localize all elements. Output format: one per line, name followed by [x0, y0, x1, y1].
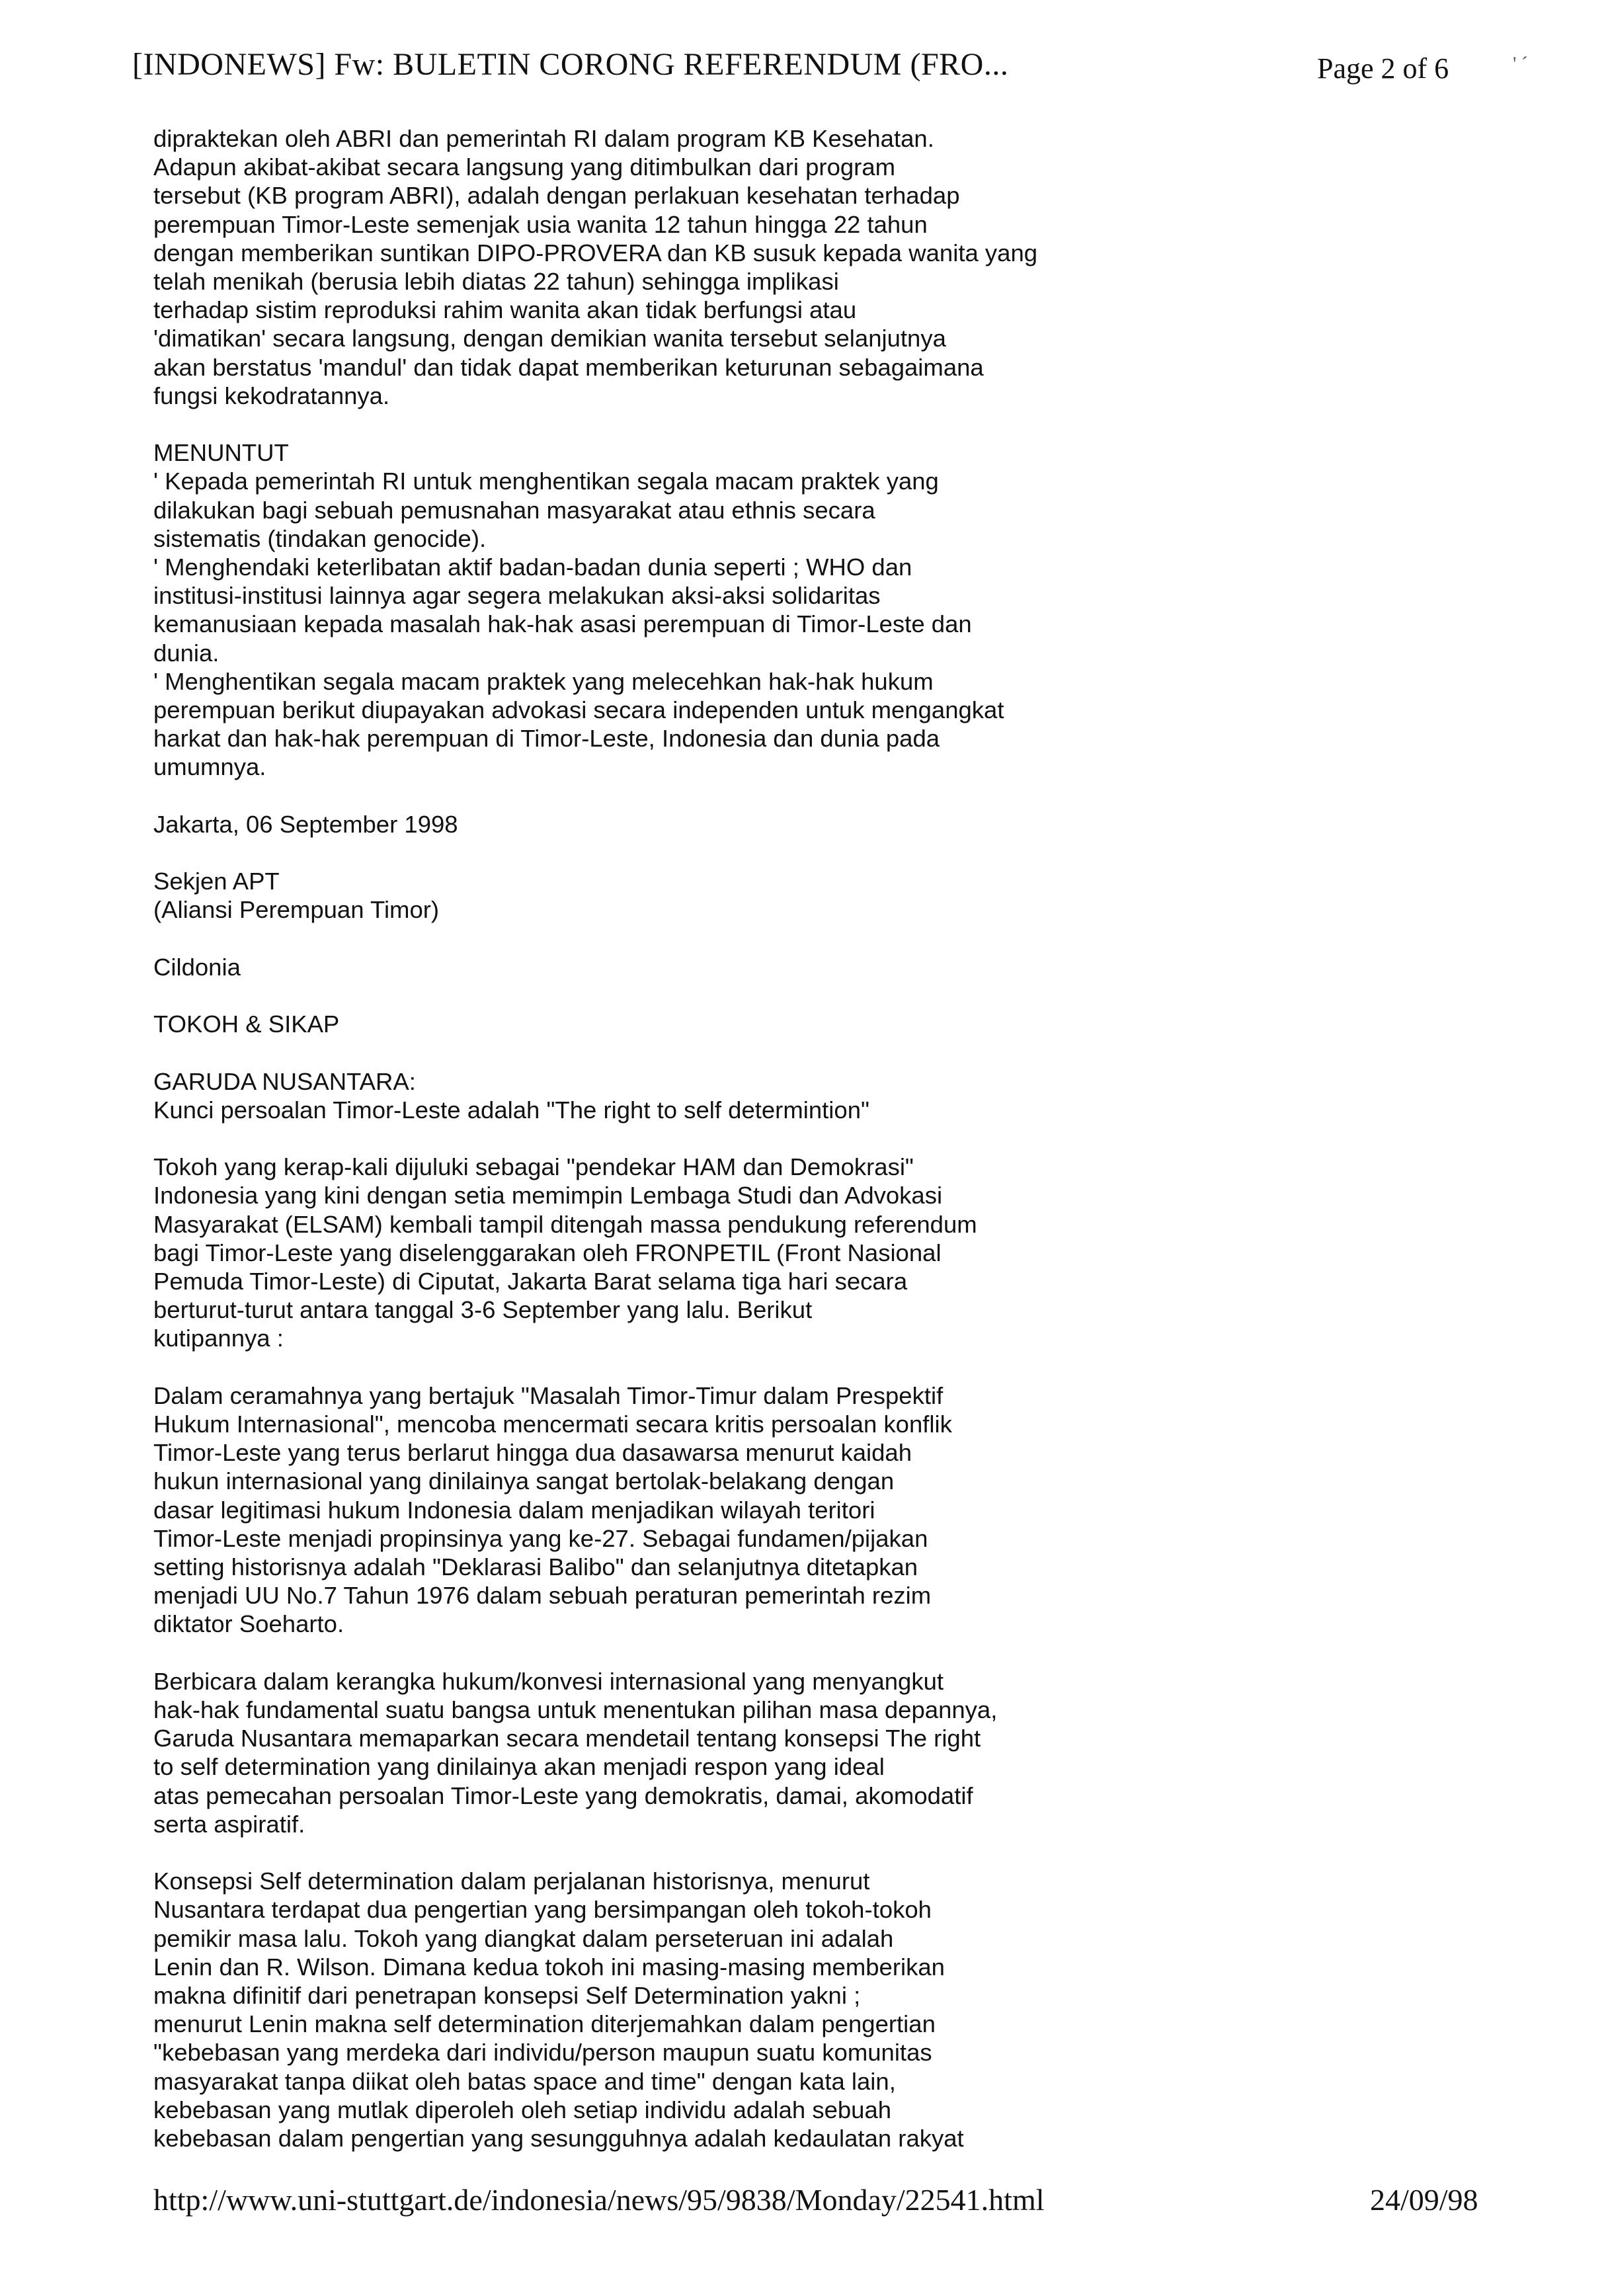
text-line: harkat dan hak-hak perempuan di Timor-Leste, Indonesia dan dunia pada [153, 725, 940, 753]
document-title: [INDONEWS] Fw: BULETIN CORONG REFERENDUM (FRO... [132, 47, 1009, 82]
text-line: telah menikah (berusia lebih diatas 22 tahun) sehingga implikasi [153, 268, 839, 296]
paragraph [153, 953, 1410, 981]
text-line: 'dimatikan' secara langsung, dengan demikian wanita tersebut selanjutnya [153, 325, 946, 352]
text-line: ' Menghentikan segala macam praktek yang melecehkan hak-hak hukum [153, 667, 934, 695]
text-line: Nusantara terdapat dua pengertian yang bersimpangan oleh tokoh-tokoh [153, 1896, 932, 1924]
text-line: to self determination yang dinilainya akan menjadi respon yang ideal [153, 1753, 885, 1781]
text-line: hukun internasional yang dinilainya sangat bertolak-belakang dengan [153, 1467, 895, 1495]
paragraph [153, 124, 1410, 410]
paragraph [153, 1067, 1410, 1124]
text-line: perempuan berikut diupayakan advokasi secara independen untuk mengangkat [153, 696, 1004, 724]
text-line: atas pemecahan persoalan Timor-Leste yang demokratis, damai, akomodatif [153, 1782, 973, 1809]
text-line: Lenin dan R. Wilson. Dimana kedua tokoh ini masing-masing memberikan [153, 1953, 945, 1981]
text-line: Adapun akibat-akibat secara langsung yang ditimbulkan dari program [153, 153, 896, 181]
text-line: dilakukan bagi sebuah pemusnahan masyarakat atau ethnis secara [153, 496, 875, 524]
text-line: bagi Timor-Leste yang diselenggarakan oleh FRONPETIL (Front Nasional [153, 1239, 942, 1266]
paragraph [153, 1667, 1410, 1838]
page-number: Page 2 of 6 [1317, 52, 1449, 85]
text-line: MENUNTUT [153, 439, 289, 467]
text-line: institusi-institusi lainnya agar segera melakukan aksi-aksi solidaritas [153, 582, 881, 610]
text-line: Cildonia [153, 953, 241, 981]
text-line: Timor-Leste yang terus berlarut hingga dua dasawarsa menurut kaidah [153, 1439, 912, 1467]
text-line: (Aliansi Perempuan Timor) [153, 896, 440, 924]
paragraph [153, 1867, 1410, 2152]
text-line: Dalam ceramahnya yang bertajuk "Masalah Timor-Timur dalam Prespektif [153, 1381, 944, 1409]
text-line: Tokoh yang kerap-kali dijuluki sebagai "pendekar HAM dan Demokrasi" [153, 1153, 914, 1181]
text-line: umumnya. [153, 753, 266, 781]
paragraph [153, 1153, 1410, 1352]
text-line: Masyarakat (ELSAM) kembali tampil ditengah massa pendukung referendum [153, 1210, 977, 1238]
paragraph [153, 1381, 1410, 1639]
text-line: ' Menghendaki keterlibatan aktif badan-badan dunia seperti ; WHO dan [153, 554, 912, 581]
text-line: Berbicara dalam kerangka hukum/konvesi internasional yang menyangkut [153, 1667, 944, 1695]
text-line: menjadi UU No.7 Tahun 1976 dalam sebuah peraturan pemerintah rezim [153, 1582, 932, 1610]
paragraph [153, 438, 1410, 781]
text-line: Konsepsi Self determination dalam perjalanan historisnya, menurut [153, 1867, 870, 1895]
text-line: serta aspiratif. [153, 1810, 305, 1838]
text-line: dipraktekan oleh ABRI dan pemerintah RI dalam program KB Kesehatan. [153, 125, 934, 152]
text-line: masyarakat tanpa diikat oleh batas space and time" dengan kata lain, [153, 2067, 896, 2095]
text-line: dengan memberikan suntikan DIPO-PROVERA dan KB susuk kepada wanita yang [153, 239, 1038, 266]
paragraph [153, 867, 1410, 924]
text-line: tersebut (KB program ABRI), adalah dengan perlakuan kesehatan terhadap [153, 182, 960, 210]
text-line: akan berstatus 'mandul' dan tidak dapat memberikan keturunan sebagaimana [153, 353, 984, 381]
text-line: Indonesia yang kini dengan setia memimpin Lembaga Studi dan Advokasi [153, 1182, 943, 1210]
text-line: Jakarta, 06 September 1998 [153, 810, 458, 838]
text-line: Sekjen APT [153, 868, 280, 895]
footer-date: 24/09/98 [1370, 2183, 1478, 2217]
text-line: kebebasan yang mutlak diperoleh oleh setiap individu adalah sebuah [153, 2096, 892, 2123]
text-line: Garuda Nusantara memaparkan secara mendetail tentang konsepsi The right [153, 1725, 981, 1752]
text-line: dunia. [153, 639, 220, 667]
scan-artifact-marks: ' ˊ [1513, 53, 1528, 75]
text-line: "kebebasan yang merdeka dari individu/person maupun suatu komunitas [153, 2039, 932, 2067]
text-line: GARUDA NUSANTARA: [153, 1067, 416, 1095]
text-line: Hukum Internasional", mencoba mencermati secara kritis persoalan konflik [153, 1411, 952, 1438]
text-line: diktator Soeharto. [153, 1610, 344, 1638]
text-line: Kunci persoalan Timor-Leste adalah "The right to self determintion" [153, 1096, 869, 1124]
text-line: makna difinitif dari penetrapan konsepsi Self Determination yakni ; [153, 1982, 861, 2010]
text-line: kutipannya : [153, 1325, 284, 1352]
text-line: terhadap sistim reproduksi rahim wanita akan tidak berfungsi atau [153, 296, 857, 324]
text-line: perempuan Timor-Leste semenjak usia wanita 12 tahun hingga 22 tahun [153, 210, 928, 238]
text-line: setting historisnya adalah "Deklarasi Balibo" dan selanjutnya ditetapkan [153, 1553, 918, 1581]
text-line: ' Kepada pemerintah RI untuk menghentikan segala macam praktek yang [153, 468, 939, 495]
text-line: Timor-Leste menjadi propinsinya yang ke-27. Sebagai fundamen/pijakan [153, 1524, 928, 1552]
text-line: Pemuda Timor-Leste) di Ciputat, Jakarta Barat selama tiga hari secara [153, 1268, 908, 1295]
text-line: fungsi kekodratannya. [153, 382, 390, 409]
footer-url: http://www.uni-stuttgart.de/indonesia/news/95/9838/Monday/22541.html [153, 2183, 1045, 2217]
text-line: kebebasan dalam pengertian yang sesungguhnya adalah kedaulatan rakyat [153, 2125, 964, 2152]
paragraph [153, 810, 1410, 839]
text-line: TOKOH & SIKAP [153, 1010, 340, 1038]
text-line: dasar legitimasi hukum Indonesia dalam menjadikan wilayah teritori [153, 1496, 875, 1524]
paragraph [153, 1010, 1410, 1038]
document-body [153, 124, 1410, 2152]
text-line: pemikir masa lalu. Tokoh yang diangkat dalam perseteruan ini adalah [153, 1924, 894, 1952]
text-line: menurut Lenin makna self determination diterjemahkan dalam pengertian [153, 2010, 936, 2038]
text-line: sistematis (tindakan genocide). [153, 524, 487, 552]
text-line: hak-hak fundamental suatu bangsa untuk menentukan pilihan masa depannya, [153, 1696, 998, 1724]
text-line: berturut-turut antara tanggal 3-6 September yang lalu. Berikut [153, 1296, 813, 1324]
text-line: kemanusiaan kepada masalah hak-hak asasi perempuan di Timor-Leste dan [153, 610, 972, 638]
